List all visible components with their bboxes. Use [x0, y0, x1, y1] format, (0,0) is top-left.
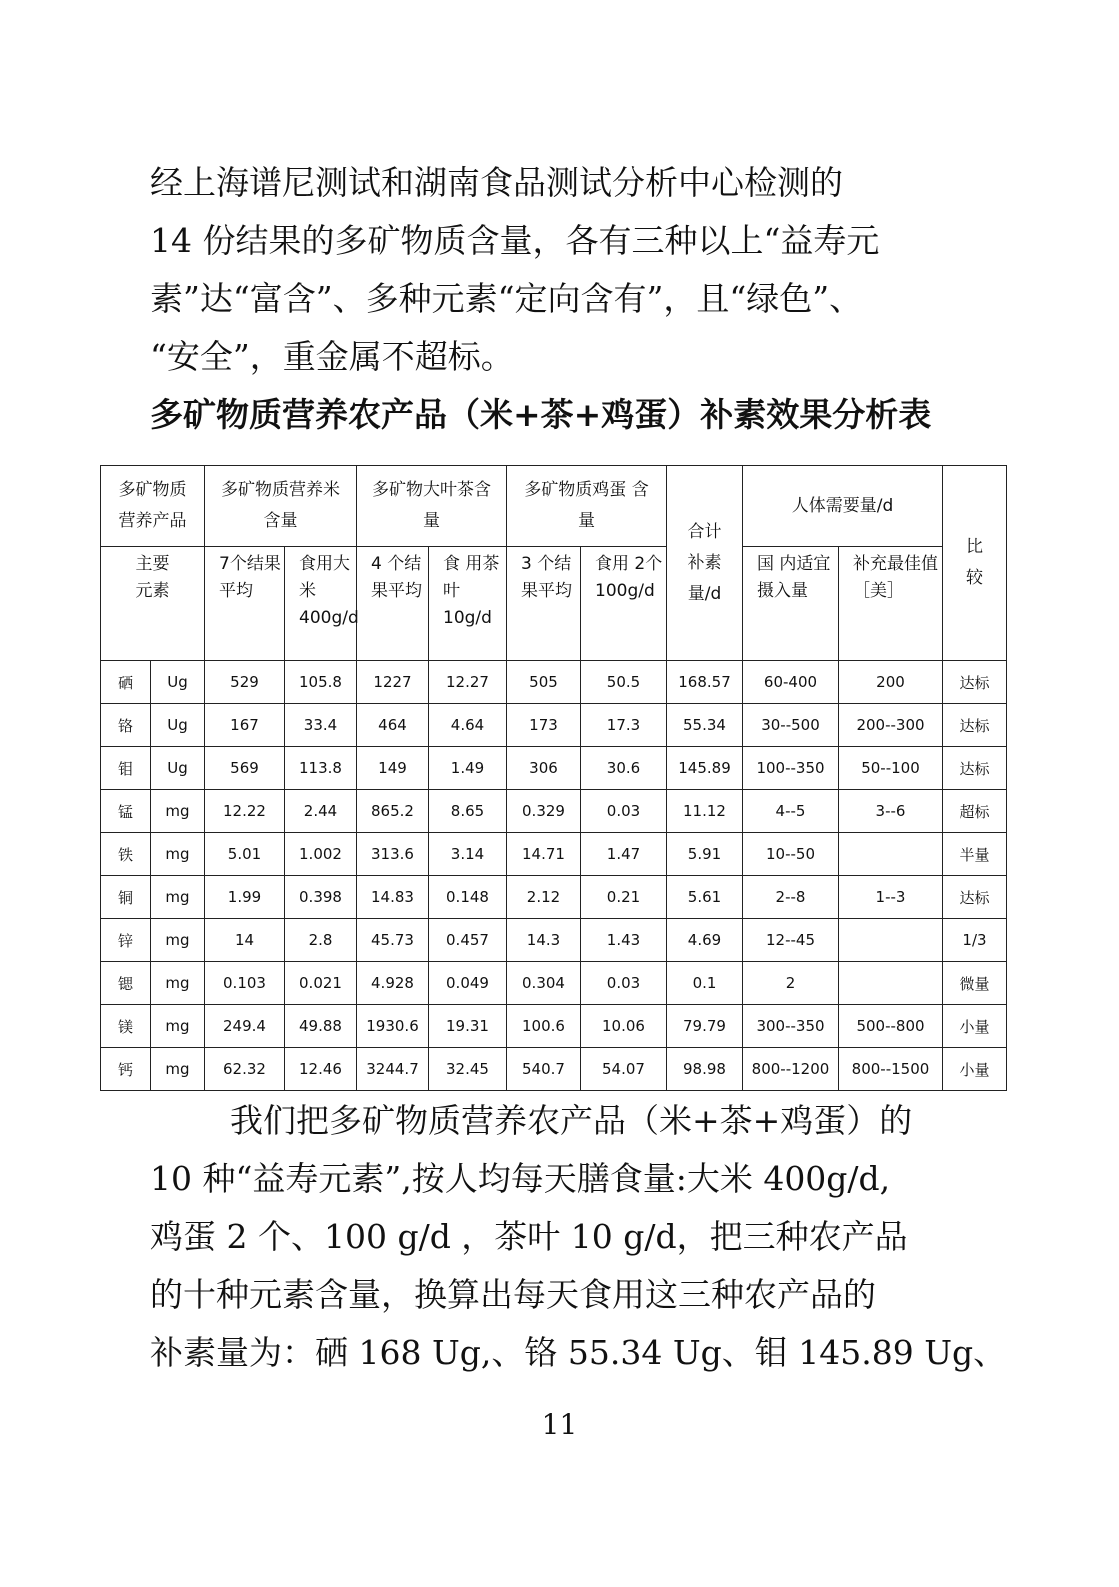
cell-total: 145.89 — [667, 747, 743, 790]
cell-v5: 14.71 — [507, 833, 581, 876]
cell-cmp: 超标 — [943, 790, 1007, 833]
cell-v5: 2.12 — [507, 876, 581, 919]
cell-sup — [839, 919, 943, 962]
cell-unit: mg — [151, 962, 205, 1005]
text-line: 14 份结果的多矿物质含量，各有三种以上“益寿元 — [150, 221, 880, 260]
header-tea: 多矿物大叶茶含量 — [357, 466, 507, 547]
cell-dom: 60-400 — [743, 661, 839, 704]
cell-v1: 14 — [205, 919, 285, 962]
cell-dom: 800--1200 — [743, 1048, 839, 1091]
table-row — [101, 919, 1007, 962]
cell-el: 硒 — [101, 661, 151, 704]
cell-sup — [839, 962, 943, 1005]
cell-v3: 1227 — [357, 661, 429, 704]
cell-v4: 12.27 — [429, 661, 507, 704]
cell-v2: 33.4 — [285, 704, 357, 747]
cell-v3: 3244.7 — [357, 1048, 429, 1091]
cell-v6: 1.47 — [581, 833, 667, 876]
cell-v5: 306 — [507, 747, 581, 790]
cell-v6: 0.21 — [581, 876, 667, 919]
table-row — [101, 1048, 1007, 1091]
cell-unit: mg — [151, 833, 205, 876]
header-main-element: 主要元素 — [101, 547, 205, 661]
cell-v4: 32.45 — [429, 1048, 507, 1091]
cell-unit: Ug — [151, 661, 205, 704]
header-tea-avg: 4 个结果平均 — [357, 547, 429, 661]
cell-v4: 1.49 — [429, 747, 507, 790]
cell-el: 锰 — [101, 790, 151, 833]
cell-v5: 14.3 — [507, 919, 581, 962]
cell-cmp: 半量 — [943, 833, 1007, 876]
cell-v1: 249.4 — [205, 1005, 285, 1048]
cell-total: 79.79 — [667, 1005, 743, 1048]
cell-el: 锌 — [101, 919, 151, 962]
cell-total: 4.69 — [667, 919, 743, 962]
cell-unit: Ug — [151, 747, 205, 790]
cell-dom: 2--8 — [743, 876, 839, 919]
cell-v6: 54.07 — [581, 1048, 667, 1091]
text-line: “安全”，重金属不超标。 — [150, 337, 514, 376]
cell-unit: Ug — [151, 704, 205, 747]
cell-sup: 500--800 — [839, 1005, 943, 1048]
cell-v2: 2.44 — [285, 790, 357, 833]
cell-total: 55.34 — [667, 704, 743, 747]
header-requirement: 人体需要量/d — [743, 466, 943, 547]
cell-el: 钙 — [101, 1048, 151, 1091]
analysis-table — [100, 465, 1007, 1091]
cell-v2: 113.8 — [285, 747, 357, 790]
header-compare: 比较 — [943, 466, 1007, 661]
table-row — [101, 790, 1007, 833]
cell-sup: 200--300 — [839, 704, 943, 747]
cell-total: 5.91 — [667, 833, 743, 876]
cell-cmp: 达标 — [943, 747, 1007, 790]
header-tea-intake: 食 用茶 叶10g/d — [429, 547, 507, 661]
cell-v5: 540.7 — [507, 1048, 581, 1091]
cell-v6: 0.03 — [581, 962, 667, 1005]
cell-v3: 14.83 — [357, 876, 429, 919]
cell-v1: 167 — [205, 704, 285, 747]
cell-v4: 3.14 — [429, 833, 507, 876]
cell-v6: 1.43 — [581, 919, 667, 962]
header-total: 合计补素量/d — [667, 466, 743, 661]
header-domestic-intake: 国 内适宜摄入量 — [743, 547, 839, 661]
text-line: 鸡蛋 2 个、100 g/d ，茶叶 10 g/d，把三种农产品 — [150, 1217, 908, 1256]
cell-sup: 50--100 — [839, 747, 943, 790]
cell-dom: 10--50 — [743, 833, 839, 876]
cell-v3: 464 — [357, 704, 429, 747]
cell-v3: 45.73 — [357, 919, 429, 962]
cell-v6: 17.3 — [581, 704, 667, 747]
cell-cmp: 达标 — [943, 704, 1007, 747]
cell-sup: 800--1500 — [839, 1048, 943, 1091]
page-number: 11 — [541, 1408, 578, 1441]
cell-dom: 30--500 — [743, 704, 839, 747]
header-row-1 — [101, 466, 1007, 547]
cell-cmp: 小量 — [943, 1005, 1007, 1048]
cell-el: 镁 — [101, 1005, 151, 1048]
cell-v4: 0.457 — [429, 919, 507, 962]
cell-v1: 529 — [205, 661, 285, 704]
table-row — [101, 661, 1007, 704]
cell-v4: 0.049 — [429, 962, 507, 1005]
table-row — [101, 962, 1007, 1005]
cell-v5: 505 — [507, 661, 581, 704]
cell-v5: 0.304 — [507, 962, 581, 1005]
cell-v1: 569 — [205, 747, 285, 790]
cell-v2: 0.398 — [285, 876, 357, 919]
cell-v6: 30.6 — [581, 747, 667, 790]
header-product: 多矿物质营养产品 — [101, 466, 205, 547]
cell-total: 5.61 — [667, 876, 743, 919]
cell-v5: 173 — [507, 704, 581, 747]
header-row-2 — [101, 547, 1007, 661]
cell-sup: 3--6 — [839, 790, 943, 833]
cell-el: 铜 — [101, 876, 151, 919]
cell-total: 98.98 — [667, 1048, 743, 1091]
table-row — [101, 1005, 1007, 1048]
cell-el: 铬 — [101, 704, 151, 747]
header-egg-intake: 食用 2个100g/d — [581, 547, 667, 661]
cell-v4: 19.31 — [429, 1005, 507, 1048]
cell-v4: 0.148 — [429, 876, 507, 919]
cell-unit: mg — [151, 919, 205, 962]
cell-unit: mg — [151, 1048, 205, 1091]
header-rice-avg: 7个结果平均 — [205, 547, 285, 661]
cell-unit: mg — [151, 790, 205, 833]
table-row — [101, 704, 1007, 747]
cell-dom: 2 — [743, 962, 839, 1005]
cell-unit: mg — [151, 1005, 205, 1048]
table-row — [101, 876, 1007, 919]
cell-v2: 49.88 — [285, 1005, 357, 1048]
cell-total: 0.1 — [667, 962, 743, 1005]
cell-cmp: 微量 — [943, 962, 1007, 1005]
cell-v1: 62.32 — [205, 1048, 285, 1091]
cell-v6: 0.03 — [581, 790, 667, 833]
header-egg: 多矿物质鸡蛋 含 量 — [507, 466, 667, 547]
header-rice-intake: 食用大米400g/d — [285, 547, 357, 661]
cell-el: 钼 — [101, 747, 151, 790]
text-line: 素”达“富含”、多种元素“定向含有”，且“绿色”、 — [150, 279, 863, 318]
text-line: 10 种“益寿元素”,按人均每天膳食量:大米 400g/d, — [150, 1159, 891, 1198]
cell-v3: 4.928 — [357, 962, 429, 1005]
cell-dom: 4--5 — [743, 790, 839, 833]
cell-total: 11.12 — [667, 790, 743, 833]
cell-v2: 12.46 — [285, 1048, 357, 1091]
cell-v2: 105.8 — [285, 661, 357, 704]
header-rice: 多矿物质营养米含量 — [205, 466, 357, 547]
cell-cmp: 达标 — [943, 661, 1007, 704]
cell-dom: 12--45 — [743, 919, 839, 962]
cell-cmp: 小量 — [943, 1048, 1007, 1091]
cell-el: 铁 — [101, 833, 151, 876]
cell-el: 锶 — [101, 962, 151, 1005]
cell-v6: 50.5 — [581, 661, 667, 704]
table-title: 多矿物质营养农产品（米+茶+鸡蛋）补素效果分析表 — [150, 395, 932, 434]
cell-v5: 100.6 — [507, 1005, 581, 1048]
cell-v3: 1930.6 — [357, 1005, 429, 1048]
text-line: 我们把多矿物质营养农产品（米+茶+鸡蛋）的 — [230, 1101, 913, 1140]
cell-v1: 5.01 — [205, 833, 285, 876]
cell-v5: 0.329 — [507, 790, 581, 833]
cell-v2: 2.8 — [285, 919, 357, 962]
summary-paragraph — [150, 1092, 1007, 1382]
cell-v1: 1.99 — [205, 876, 285, 919]
cell-v1: 0.103 — [205, 962, 285, 1005]
cell-v4: 8.65 — [429, 790, 507, 833]
cell-v1: 12.22 — [205, 790, 285, 833]
table-row — [101, 747, 1007, 790]
cell-v3: 149 — [357, 747, 429, 790]
cell-v6: 10.06 — [581, 1005, 667, 1048]
cell-total: 168.57 — [667, 661, 743, 704]
cell-v3: 313.6 — [357, 833, 429, 876]
text-line: 经上海谱尼测试和湖南食品测试分析中心检测的 — [150, 163, 843, 202]
cell-dom: 300--350 — [743, 1005, 839, 1048]
cell-v3: 865.2 — [357, 790, 429, 833]
cell-sup — [839, 833, 943, 876]
text-line: 补素量为：硒 168 Ug,、铬 55.34 Ug、钼 145.89 Ug、 — [150, 1333, 1007, 1372]
cell-sup: 200 — [839, 661, 943, 704]
cell-v4: 4.64 — [429, 704, 507, 747]
header-egg-avg: 3 个结果平均 — [507, 547, 581, 661]
cell-dom: 100--350 — [743, 747, 839, 790]
cell-v2: 0.021 — [285, 962, 357, 1005]
table-row — [101, 833, 1007, 876]
cell-cmp: 达标 — [943, 876, 1007, 919]
cell-sup: 1--3 — [839, 876, 943, 919]
cell-v2: 1.002 — [285, 833, 357, 876]
text-line: 的十种元素含量，换算出每天食用这三种农产品的 — [150, 1275, 876, 1314]
intro-paragraph — [150, 154, 955, 386]
table-body — [101, 661, 1007, 1091]
header-supplement-best: 补充最佳值［美］ — [839, 547, 943, 661]
cell-unit: mg — [151, 876, 205, 919]
cell-cmp: 1/3 — [943, 919, 1007, 962]
